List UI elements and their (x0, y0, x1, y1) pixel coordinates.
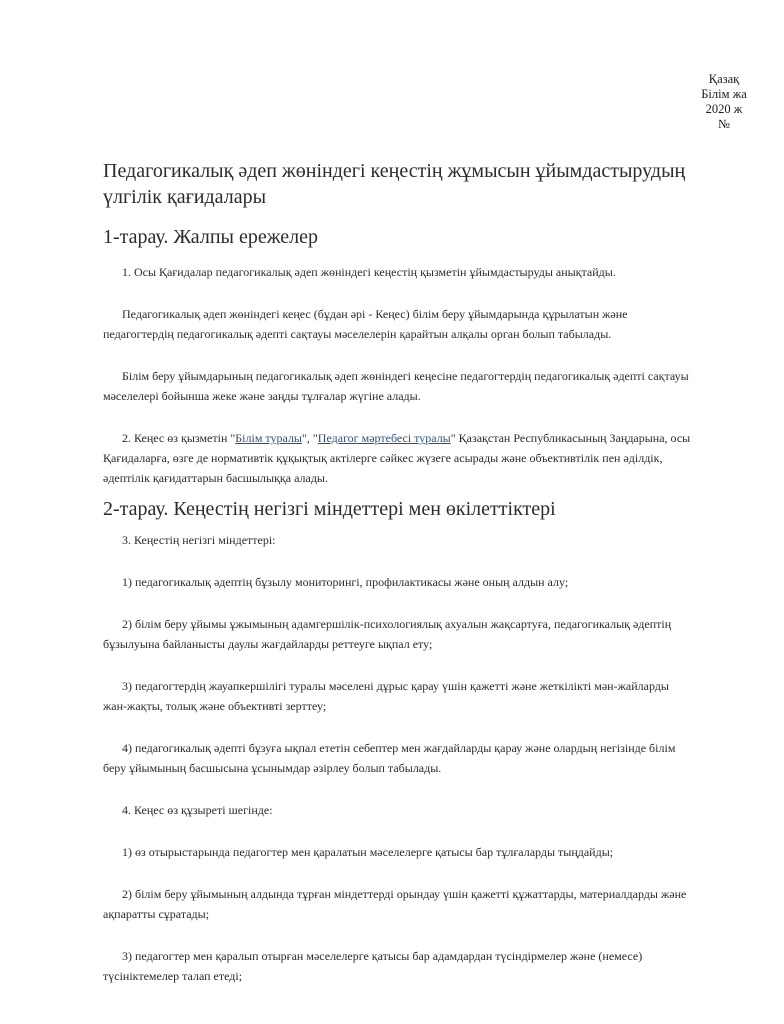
approval-stamp (664, 72, 784, 132)
law-link-education[interactable]: Білім туралы (235, 431, 302, 445)
paragraph: Білім беру ұйымдарының педагогикалық әдеп жөніндегі кеңесіне педагогтердің педагогикалық әдепті сақтауы мәселелері бойынша жеке және заңды тұлғалар жүгіне алады. (103, 369, 689, 403)
paragraph-text: ", " (302, 431, 318, 445)
approval-line: Білім жа (701, 87, 747, 101)
list-item: 1) педагогикалық әдептің бұзылу мониторингі, профилактикасы және оның алдын алу; (122, 575, 569, 589)
list-item: 3) педагогтердің жауапкершілігі туралы мәселені дұрыс қарау үшін қажетті және жеткілікті мән-жайларды жан-жақты, толық және объективті зерттеу; (103, 679, 669, 713)
paragraph-with-links (103, 428, 693, 488)
paragraph: Педагогикалық әдеп жөніндегі кеңес (бұдан әрі - Кеңес) білім беру ұйымдарында құрылатын және педагогтердің педагогикалық әдепті сақтауы мәселелерін қарайтын алқалы орган болып табылады. (103, 307, 628, 341)
list-item: 4) педагогикалық әдепті бұзуға ықпал ететін себептер мен жағдайларды қарау және олардың негізінде білім беру ұйымының басшысына ұсынымдар әзірлеу болып табылады. (103, 741, 676, 775)
list-item: 2) білім беру ұйымының алдында тұрған міндеттерді орындау үшін қажетті құжаттарды, материалдарды және ақпаратты сұратады; (103, 887, 687, 921)
document-body (103, 158, 693, 986)
paragraph-text: " Қазақстан Республикасының Заңдарына, осы Қағидаларға, өзге де нормативтік құқықтық актілерге сәйкес жүзеге асырады және объективтілік пен әділдік, әдептілік қағидаттарын басшылыққа алады. (103, 431, 691, 485)
list-item: 2) білім беру ұйымы ұжымының адамгершілік-психологиялық ахуалын жақсартуға, педагогикалық әдептің бұзылуына байланысты даулы жағдайларды реттеуге ықпал ету; (103, 617, 672, 651)
paragraph: 3. Кеңестің негізгі міндеттері: (122, 533, 276, 547)
approval-line: № (718, 117, 730, 131)
approval-line: 2020 ж (705, 102, 743, 116)
list-item: 1) өз отырыстарында педагогтер мен қаралатын мәселелерге қатысы бар тұлғаларды тыңдайды; (122, 845, 614, 859)
paragraph: 1. Осы Қағидалар педагогикалық әдеп жөніндегі кеңестің қызметін ұйымдастыруды анықтайды. (122, 265, 616, 279)
chapter-2-heading: 2-тарау. Кеңестің негізгі міндеттері мен өкілеттіктері (103, 498, 556, 520)
chapter-1-heading: 1-тарау. Жалпы ережелер (103, 226, 319, 248)
paragraph: 4. Кеңес өз құзыреті шегінде: (122, 803, 273, 817)
list-item: 3) педагогтер мен қаралып отырған мәселелерге қатысы бар адамдардан түсіндірмелер және (немесе) түсініктемелер талап етеді; (103, 949, 643, 983)
document-title: Педагогикалық әдеп жөніндегі кеңестің жұмысын ұйымдастырудың үлгілік қағидалары (103, 160, 686, 208)
paragraph-text: 2. Кеңес өз қызметін " (122, 431, 236, 445)
approval-line: Қазақ (708, 72, 740, 86)
law-link-teacher-status[interactable]: Педагог мәртебесі туралы (317, 431, 451, 445)
